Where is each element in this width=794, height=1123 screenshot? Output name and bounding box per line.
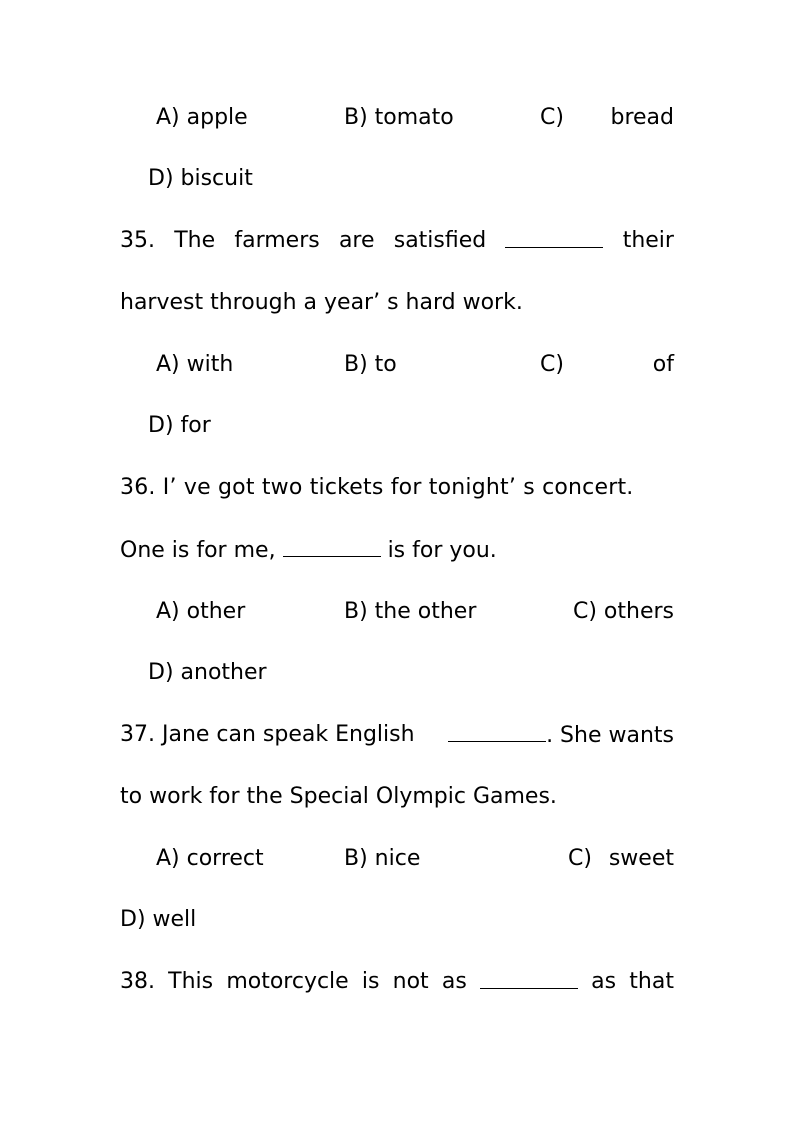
- q36-text-after: is for you.: [387, 538, 497, 563]
- q38-word: not: [392, 969, 429, 994]
- q37-option-b: B) nice: [344, 846, 421, 871]
- q34-option-d-row: [120, 159, 674, 199]
- q37-stem-line2: to work for the Special Olympic Games.: [120, 784, 557, 809]
- q35-word: satisfied: [393, 228, 487, 253]
- q36-options-row: [120, 592, 674, 632]
- q35-word: 35.: [120, 228, 155, 253]
- q34-option-b: B) tomato: [344, 105, 454, 130]
- q38-word: as: [441, 969, 467, 994]
- q38-word: 38.: [120, 969, 155, 994]
- q34-options-row: [120, 98, 674, 138]
- q35-word: are: [338, 228, 375, 253]
- q38-answer-blank: [480, 962, 578, 989]
- q35-word: farmers: [234, 228, 320, 253]
- q38-word: that: [629, 969, 674, 994]
- q34-option-c-letter: C): [540, 105, 564, 130]
- q36-option-c: C) others: [572, 599, 674, 624]
- q37-text-after: . She wants: [546, 723, 674, 748]
- q35-option-c-letter: C): [540, 352, 564, 377]
- q38-word: is: [361, 969, 380, 994]
- q37-option-c-text: sweet: [608, 846, 674, 871]
- q36-option-a: A) other: [156, 599, 246, 624]
- q35-option-d-row: [120, 406, 674, 446]
- q36-text-before: One is for me,: [120, 538, 276, 563]
- q37-stem-line1: [120, 715, 674, 755]
- q37-blank-group: [448, 715, 674, 755]
- q37-options-row: [120, 839, 674, 879]
- q38-word: This: [168, 969, 214, 994]
- q36-stem-line2: [120, 530, 674, 570]
- q37-option-a: A) correct: [156, 846, 264, 871]
- q36-answer-blank: [283, 530, 381, 557]
- q35-option-b: B) to: [344, 352, 397, 377]
- q37-option-d: D) well: [120, 907, 197, 932]
- q38-word: as: [591, 969, 617, 994]
- q36-option-d-row: [120, 653, 674, 693]
- q35-word: their: [622, 228, 674, 253]
- q34-option-d: D) biscuit: [148, 166, 253, 191]
- q35-option-a: A) with: [156, 352, 234, 377]
- q38-stem-line1: [120, 962, 674, 1002]
- q35-answer-blank: [505, 221, 603, 248]
- q38-word: motorcycle: [226, 969, 349, 994]
- q35-options-row: [120, 345, 674, 385]
- q34-option-a: A) apple: [156, 105, 248, 130]
- q35-option-d: D) for: [148, 413, 211, 438]
- q35-stem-line2: harvest through a year’ s hard work.: [120, 290, 523, 315]
- q36-option-d: D) another: [148, 660, 267, 685]
- q34-option-c-text: bread: [610, 105, 674, 130]
- q35-stem-line1: [120, 221, 674, 261]
- q37-answer-blank: [448, 715, 546, 742]
- q37-option-c-letter: C): [568, 846, 592, 871]
- q37-text-before: 37. Jane can speak English: [120, 722, 415, 747]
- q35-word: The: [174, 228, 216, 253]
- q36-stem-line1: 36. I’ ve got two tickets for tonight’ s concert.: [120, 475, 634, 500]
- q37-option-d-row: [120, 900, 674, 940]
- q36-option-b: B) the other: [344, 599, 477, 624]
- q35-option-c-text: of: [652, 352, 674, 377]
